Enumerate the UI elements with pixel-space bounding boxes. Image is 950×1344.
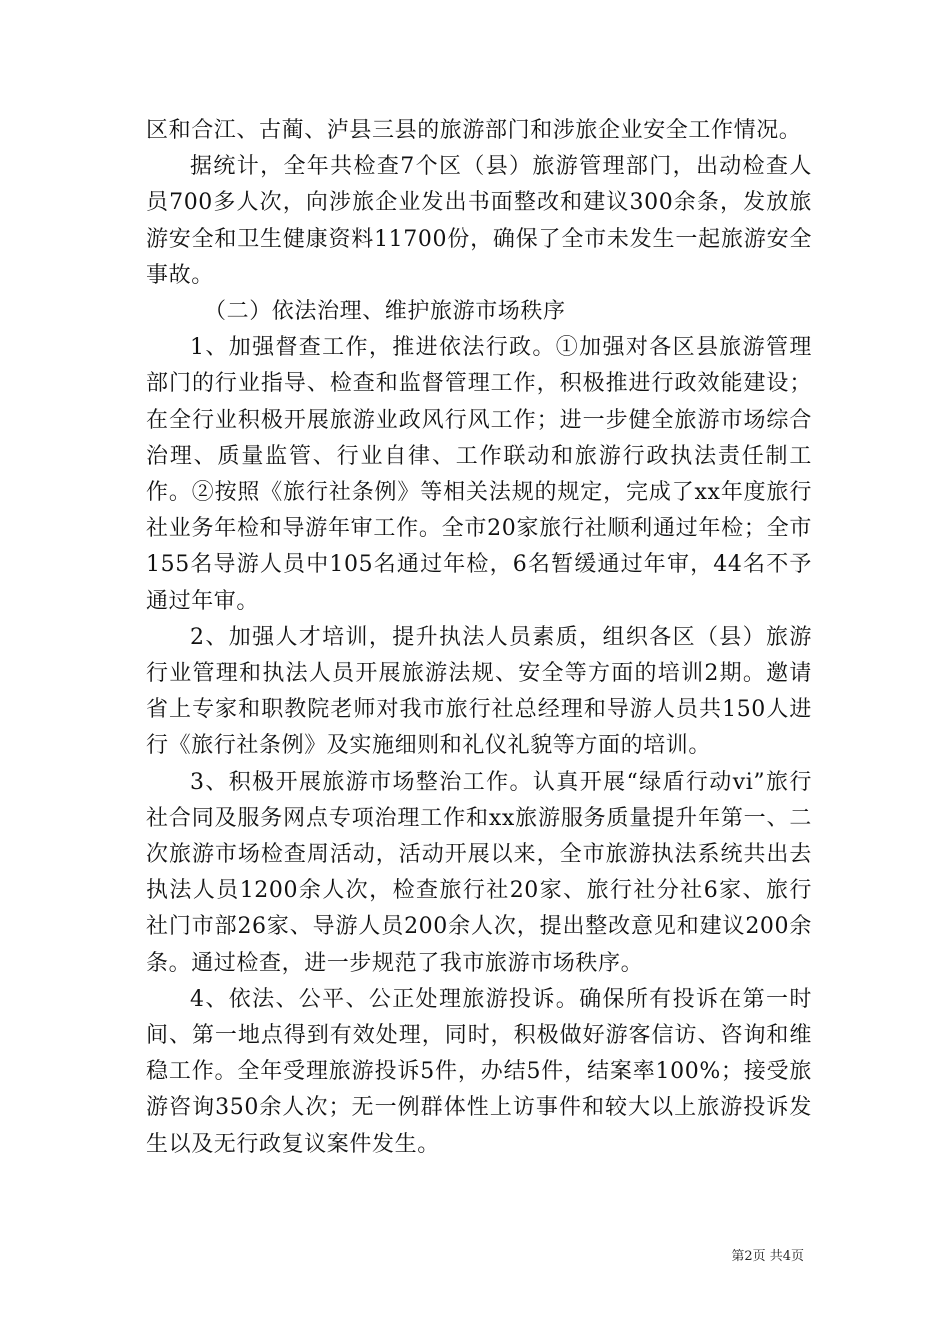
paragraph-statistics: 据统计，全年共检查7个区（县）旅游管理部门，出动检查人员700多人次，向涉旅企业发出书面整改和建议300余条，发放旅游安全和卫生健康资料11700份，确保了全市未发生一起旅游安全事故。	[146, 154, 812, 288]
paragraph-item-3: 3、积极开展旅游市场整治工作。认真开展“绿盾行动vi”旅行社合同及服务网点专项治理工作和xx旅游服务质量提升年第一、二次旅游市场检查周活动，活动开展以来，全市旅游执法系统共出去执法人员1200余人次，检查旅行社20家、旅行社分社6家、旅行社门市部26家、导游人员200余人次，提出整改意见和建议200余条。通过检查，进一步规范了我市旅游市场秩序。	[146, 769, 812, 976]
paragraph-continuation: 区和合江、古蔺、泸县三县的旅游部门和涉旅企业安全工作情况。	[146, 118, 802, 143]
document-body	[146, 113, 812, 1163]
section-heading: （二）依法治理、维护旅游市场秩序	[204, 299, 566, 325]
paragraph-item-2: 2、加强人才培训，提升执法人员素质，组织各区（县）旅游行业管理和执法人员开展旅游法规、安全等方面的培训2期。邀请省上专家和职教院老师对我市旅行社总经理和导游人员共150人进行《旅行社条例》及实施细则和礼仪礼貌等方面的培训。	[146, 624, 812, 759]
paragraph-item-4: 4、依法、公平、公正处理旅游投诉。确保所有投诉在第一时间、第一地点得到有效处理，同时，积极做好游客信访、咨询和维稳工作。全年受理旅游投诉5件，办结5件，结案率100%；接受旅游咨询350余人次；无一例群体性上访事件和较大以上旅游投诉发生以及无行政复议案件发生。	[146, 986, 812, 1157]
paragraph-item-1: 1、加强督查工作，推进依法行政。①加强对各区县旅游管理部门的行业指导、检查和监督管理工作，积极推进行政效能建设；在全行业积极开展旅游业政风行风工作；进一步健全旅游市场综合治理、质量监管、行业自律、工作联动和旅游行政执法责任制工作。②按照《旅行社条例》等相关法规的规定，完成了xx年度旅行社业务年检和导游年审工作。全市20家旅行社顺利通过年检；全市155名导游人员中105名通过年检，6名暂缓通过年审，44名不予通过年审。	[146, 335, 812, 614]
page-number-footer: 第2页 共4页	[731, 1249, 804, 1264]
